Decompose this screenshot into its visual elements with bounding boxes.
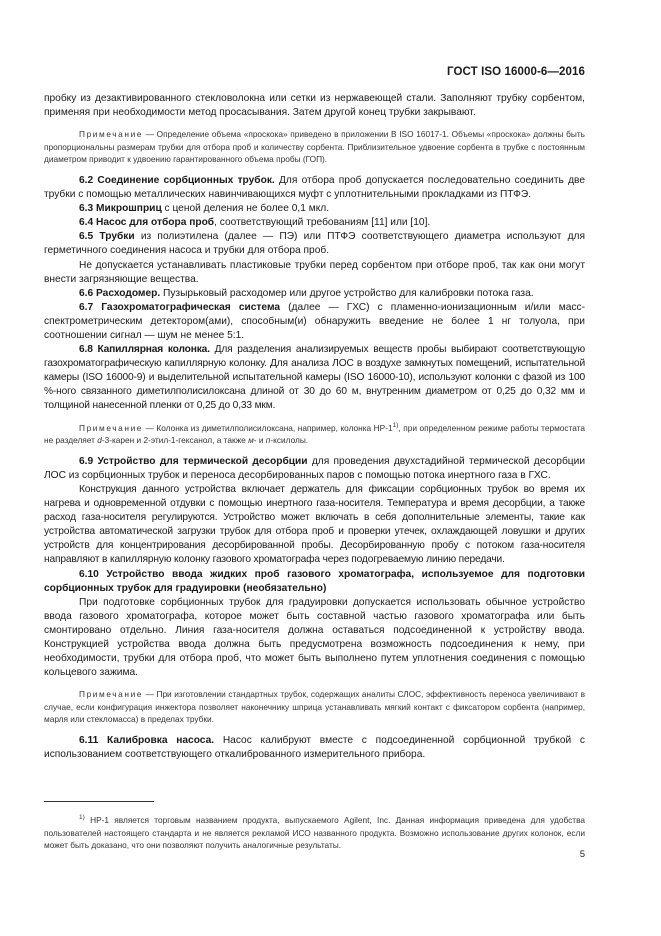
footnote-divider (44, 801, 154, 802)
note-injector: Примечание — При изготовлении стандартных трубок, содержащих аналиты СЛОС, эффективность переноса увеличивают в случае, если конфигурация инжектора позволяет наконечнику шприца устанавливать мягкий контакт с фиксатором сорбента (например, марля или стекломасса) в пределах трубки. (44, 689, 585, 725)
section-6-7: 6.7 Газохроматографическая система (далее — ГХС) с пламенно-ионизационным и/или масс-спектрометрическим детектором(ами), способным(и) обнаружить введение не более 1 нг толуола, при соотношении сигнал — шум не менее 5:1. (44, 301, 585, 341)
note-column: Примечание — Колонка из диметилполисилоксана, например, колонка HP-1$^{1)}$, при определенном режиме работы термостата не разделяет d-3-карен и 2-этил-1-гексанол, а также м- и п-ксилолы. (44, 421, 586, 446)
section-6-9-paragraph: Конструкция данного устройства включает держатель для фиксации сорбционных трубок во время их нагрева и одновременной отдувки с помощью инертного газа-носителя. Температура и время десорбции, а также расход газа-носителя регулируются. Устройство может включать в себя дополнительные элементы, такие как устройства автоматической загрузки трубок для отбора проб и проверки утечек, охлаждающей ловушки и других устройств для концентрирования десорбированной пробы. Десорбированную пробу с потоком газа-носителя направляют в капиллярную колонку газового хроматографа через подогреваемую линию передачи. (44, 483, 585, 566)
section-6-5-paragraph: Не допускается устанавливать пластиковые трубки перед сорбентом при отборе проб, так как они могут внести загрязняющие вещества. (44, 259, 585, 285)
page-number: 5 (579, 849, 585, 860)
standard-header: ГОСТ ISO 16000-6—2016 (447, 66, 585, 78)
section-6-11: 6.11 Калибровка насоса. Насос калибруют вместе с подсоединенной сорбционной трубкой с использованием соответствующего откалиброванного измерительного прибора. (44, 735, 585, 761)
section-6-10: 6.10 Устройство ввода жидких проб газового хроматографа, используемое для подготовки сорбционных трубок для градуировки (необязательно) (44, 568, 585, 594)
footnote-reference: 1) (392, 421, 399, 429)
note-breakthrough: Примечание — Определение объема «проскока» приведено в приложении В ISO 16017-1. Объемы «проскока» должны быть пропорциональны размерам трубки для отбора проб и количеству сорбента. Приблизительное удвоение сорбента в трубке с постоянным диаметром приводит к удвоению гарантированного объема пробы (ГОП). (44, 129, 585, 165)
paragraph-continuation: пробку из дезактивированного стекловолокна или сетки из нержавеющей стали. Заполняют трубку сорбентом, применяя при необходимости метод просасывания. Затем другой конец трубки закрывают. (44, 93, 585, 119)
section-6-8: 6.8 Капиллярная колонка. Для разделения анализируемых веществ пробы выбирают соответствующую газохроматографическую капиллярную колонку. Для анализа ЛОС в воздухе замкнутых помещений, испытательной камеры (ISO 16000-9) и выделительной испытательной камеры (ISO 16000-10), используют колонки с фазой из 100 %-ного связанного диметилполисилоксана длиной от 30 до 60 м, внутренним диаметром от 0,25 до 0,32 мм и толщиной нанесенной пленки от 0,25 до 0,33 мкм. (44, 344, 585, 412)
section-6-2: 6.2 Соединение сорбционных трубок. Для отбора проб допускается последовательно соединить две трубки с помощью металлических навинчивающихся муфт с уплотнительными прокладками из ПТФЭ. (44, 174, 585, 201)
footnote: $^{1)}$ HP-1 является торговым названием продукта, выпускаемого Agilent, Inc. Данная информация приведена для удобства пользователей настоящего стандарта и не является рекламой ИСО названного продукта. Возможно использование других колонок, если может быть доказано, что они позволяют получить аналогичные результаты. (44, 814, 585, 851)
section-6-4: 6.4 Насос для отбора проб, соответствующий требованиям [11] или [10]. (79, 217, 431, 229)
section-6-5: 6.5 Трубки из полиэтилена (далее — ПЭ) или ПТФЭ соответствующего диаметра используют для герметичного соединения насоса и трубки для отбора проб. (44, 231, 585, 257)
section-6-9: 6.9 Устройство для термической десорбции для проведения двухстадийной термической десорбции ЛОС из сорбционных трубок и переноса десорбированных паров с помощью потока инертного газа в ГХС. (44, 455, 586, 481)
section-6-10-paragraph: При подготовке сорбционных трубок для градуировки допускается использовать обычное устройство ввода газового хроматографа, которое может быть составной частью газового хроматографа или быть смонтировано отдельно. Линия газа-носителя должна оставаться подсоединенной к устройству ввода. Конструкцией устройства ввода должна быть предусмотрена возможность подсоединения к нему, при необходимости, трубки для отбора проб, что может быть выполнено путем уплотнения соединения с помощью кольцевого зажима. (44, 596, 585, 679)
section-6-6: 6.6 Расходомер. Пузырьковый расходомер или другое устройство для калибровки потока газа. (79, 287, 534, 299)
section-6-3: 6.3 Микрошприц с ценой деления не более 0,1 мкл. (79, 203, 330, 215)
page-content (44, 92, 585, 762)
